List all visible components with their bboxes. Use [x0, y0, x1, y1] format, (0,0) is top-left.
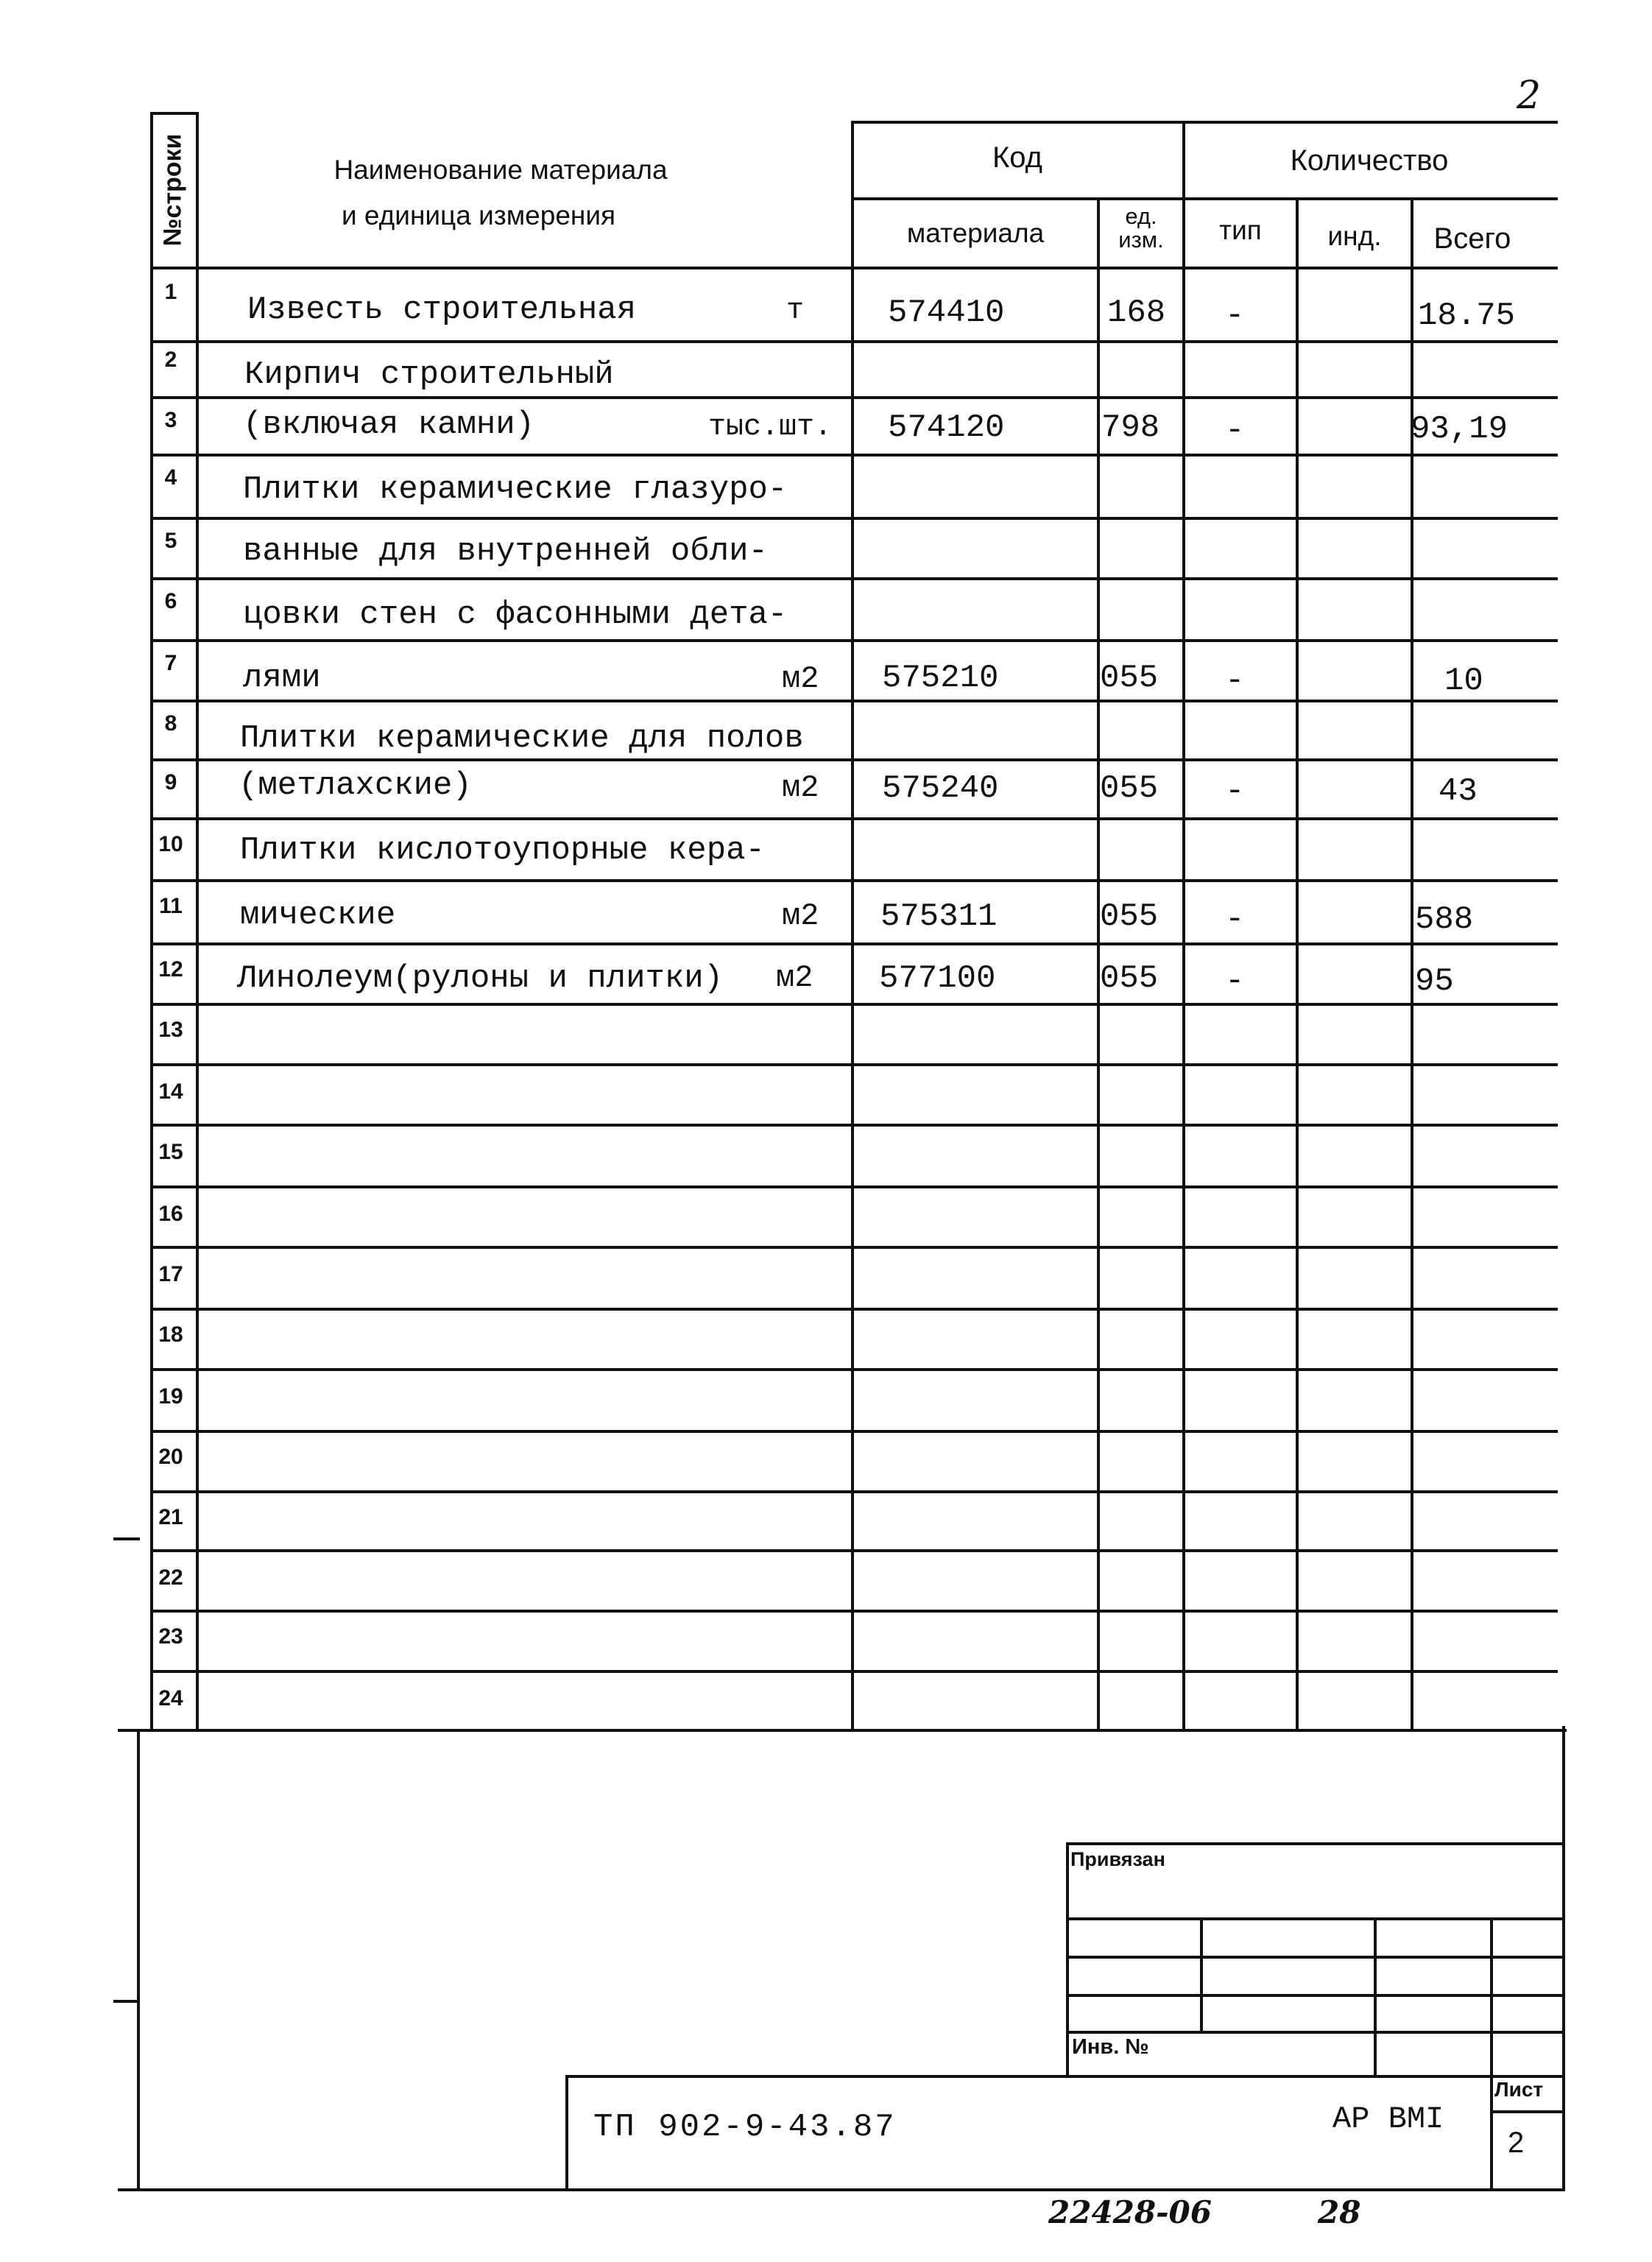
- row-number: 20: [158, 1445, 183, 1469]
- order-number: 22428-06: [1048, 2194, 1212, 2230]
- row-number: 22: [158, 1565, 183, 1590]
- row-number: 4: [164, 465, 177, 490]
- unit-code: 055: [1100, 960, 1159, 997]
- measure-unit: м2: [782, 898, 819, 934]
- type-value: -: [1225, 963, 1245, 1000]
- page-number: 28: [1318, 2194, 1361, 2230]
- unit-header-line1: ед.: [1125, 203, 1157, 229]
- row-number: 21: [158, 1505, 183, 1529]
- material-name: ванные для внутренней обли-: [243, 533, 768, 570]
- quantity-header: Количество: [1290, 144, 1449, 177]
- row-number: 17: [158, 1262, 183, 1286]
- row-number: 23: [158, 1624, 183, 1649]
- type-value: -: [1225, 297, 1245, 334]
- material-name: лями: [243, 660, 321, 697]
- material-name: цовки стен с фасонными дета-: [243, 596, 788, 633]
- row-number: 2: [164, 348, 177, 372]
- material-name: (метлахские): [239, 767, 472, 804]
- row-number-header: №строки: [158, 133, 187, 247]
- inventory-number-label: Инв. №: [1072, 2035, 1149, 2059]
- material-code: 577100: [879, 960, 996, 997]
- unit-code: 055: [1100, 898, 1159, 935]
- row-number: 18: [158, 1322, 183, 1347]
- attached-label: Привязан: [1070, 1848, 1165, 1870]
- row-number: 14: [158, 1079, 183, 1104]
- document-code: ТП 902-9-43.87: [593, 2109, 897, 2146]
- material-name: Плитки керамические глазуро-: [243, 471, 788, 508]
- total-value: 43: [1439, 773, 1478, 810]
- type-value: -: [1225, 412, 1245, 449]
- unit-code-header: [1100, 205, 1182, 252]
- row-number: 3: [164, 408, 177, 432]
- total-value: 18.75: [1418, 297, 1516, 334]
- material-code: 574410: [888, 295, 1005, 331]
- material-name: (включая камни): [243, 406, 535, 443]
- type-header: тип: [1219, 215, 1262, 245]
- total-value: 10: [1444, 663, 1483, 700]
- type-value: -: [1225, 901, 1245, 938]
- material-code: 575311: [880, 898, 998, 935]
- unit-code: 798: [1101, 409, 1160, 446]
- material-name: мические: [240, 897, 396, 934]
- row-number: 8: [164, 711, 177, 736]
- total-value: 95: [1415, 963, 1454, 1000]
- row-number: 6: [164, 589, 177, 613]
- type-value: -: [1225, 663, 1245, 700]
- material-code-header: материала: [906, 218, 1045, 248]
- row-number: 5: [164, 529, 177, 553]
- row-number: 19: [158, 1384, 183, 1409]
- material-name: Кирпич строительный: [244, 356, 614, 393]
- total-value: 93,19: [1411, 411, 1508, 448]
- unit-code: 168: [1107, 295, 1166, 331]
- row-number: 10: [158, 832, 183, 856]
- ind-header: инд.: [1327, 221, 1382, 251]
- row-number: 1: [164, 280, 177, 304]
- code-header: Код: [992, 141, 1042, 174]
- material-code: 574120: [888, 409, 1005, 446]
- name-header-line1: Наименование материала: [333, 155, 668, 185]
- name-header-line2: и единица измерения: [341, 200, 616, 230]
- material-name: Плитки кислотоупорные кера-: [240, 832, 765, 869]
- total-header: Всего: [1433, 222, 1511, 255]
- sheet-number: 2: [1508, 2127, 1525, 2159]
- material-code: 575240: [882, 770, 999, 807]
- corner-mark: 2: [1517, 74, 1542, 118]
- total-value: 588: [1415, 901, 1474, 938]
- unit-code: 055: [1100, 770, 1159, 807]
- sheet-label: Лист: [1494, 2078, 1544, 2101]
- row-number: 16: [158, 1202, 183, 1226]
- measure-unit: тыс.шт.: [708, 411, 833, 444]
- measure-unit: м2: [782, 661, 819, 697]
- sheet-code: АР ВМI: [1332, 2101, 1444, 2137]
- unit-header-line2: изм.: [1118, 227, 1164, 253]
- row-number: 9: [164, 770, 177, 794]
- row-number: 15: [158, 1140, 183, 1164]
- measure-unit: т: [786, 295, 805, 328]
- material-name: Известь строительная: [247, 292, 637, 328]
- measure-unit: м2: [782, 770, 819, 806]
- row-number: 11: [159, 894, 183, 918]
- row-number: 24: [158, 1686, 183, 1710]
- measure-unit: м2: [776, 960, 813, 996]
- material-name: Линолеум(рулоны и плитки): [237, 960, 724, 997]
- material-code: 575210: [882, 660, 999, 697]
- row-number: 13: [158, 1018, 183, 1042]
- row-number: 7: [164, 651, 177, 675]
- unit-code: 055: [1100, 660, 1159, 697]
- material-name: Плитки керамические для полов: [240, 720, 804, 757]
- type-value: -: [1225, 773, 1245, 810]
- row-number: 12: [158, 957, 183, 982]
